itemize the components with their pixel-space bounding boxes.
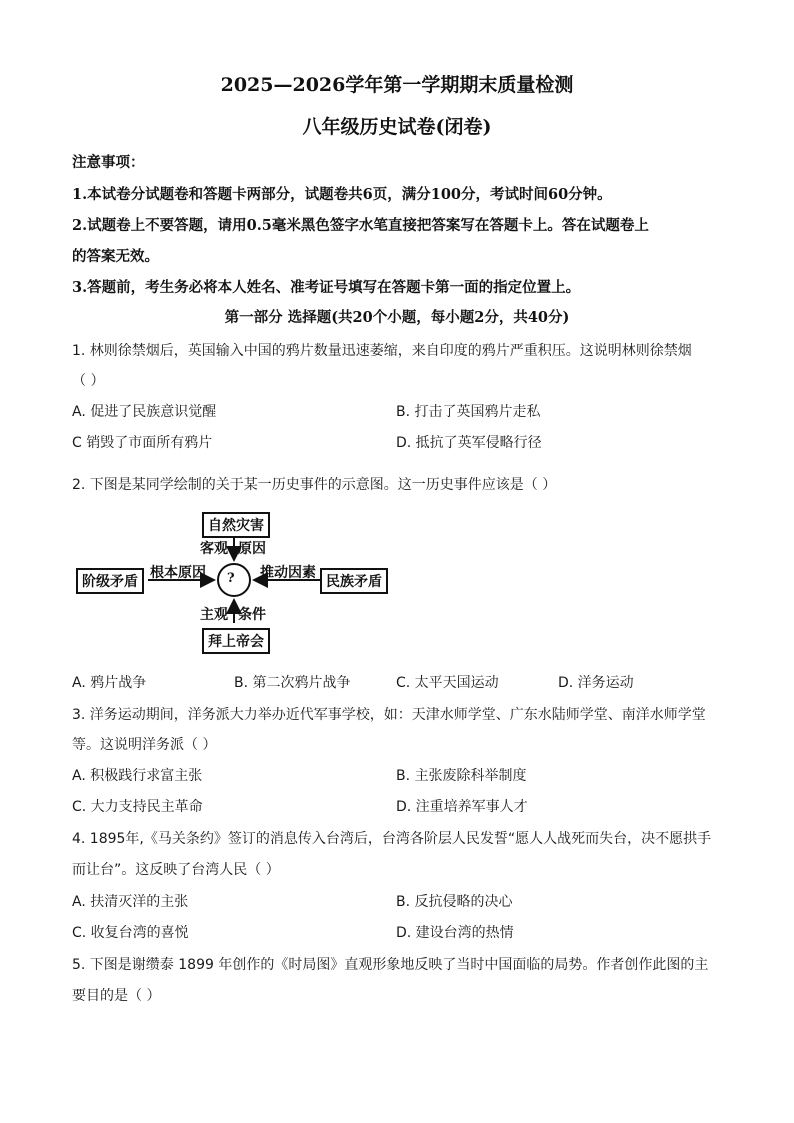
question-2-option-b: B. 第二次鸦片战争: [234, 675, 351, 691]
question-2-option-c: C. 太平天国运动: [396, 675, 499, 691]
label-root-cause: 根本原因: [150, 565, 206, 581]
question-4-option-d: D. 建设台湾的热情: [396, 925, 514, 941]
question-1-option-a: A. 促进了民族意识觉醒: [72, 404, 217, 420]
label-objective: 客观: [200, 541, 228, 557]
section-title: 第一部分 选择题(共20个小题，每小题2分，共40分): [224, 309, 570, 326]
question-2-stem: 2. 下图是某同学绘制的关于某一历史事件的示意图。这一历史事件应该是（ ）: [72, 477, 557, 493]
box-god-worshipping-society: 拜上帝会: [202, 628, 270, 654]
question-1-option-b: B. 打击了英国鸦片走私: [396, 404, 541, 420]
question-2-option-d: D. 洋务运动: [558, 675, 634, 691]
box-national-conflict: 民族矛盾: [320, 568, 388, 594]
question-1-option-c: C 销毁了市面所有鸦片: [72, 435, 213, 451]
question-4-stem: 4. 1895年,《马关条约》签订的消息传入台湾后，台湾各阶层人民发誓“愿人人战死而失台，决不愿拱手: [72, 831, 712, 847]
label-cause: 原因: [238, 541, 266, 557]
question-3-option-c: C. 大力支持民主革命: [72, 799, 203, 815]
question-3-option-a: A. 积极践行求富主张: [72, 768, 203, 784]
question-3-stem: 3. 洋务运动期间，洋务派大力举办近代军事学校，如：天津水师学堂、广东水陆师学堂、南洋水师学堂: [72, 707, 706, 723]
note-item-3: 3.答题前，考生务必将本人姓名、准考证号填写在答题卡第一面的指定位置上。: [72, 279, 581, 296]
question-4-option-a: A. 扶清灭洋的主张: [72, 894, 189, 910]
center-question-mark: ?: [227, 571, 235, 586]
question-1-stem: 1. 林则徐禁烟后，英国输入中国的鸦片数量迅速萎缩，来自印度的鸦片严重积压。这说明林则徐禁烟: [72, 343, 692, 359]
note-item-1: 1.本试卷分试题卷和答题卡两部分，试题卷共6页，满分100分，考试时间60分钟。: [72, 186, 612, 203]
exam-subtitle: 八年级历史试卷(闭卷): [302, 116, 492, 138]
label-subjective: 主观: [200, 607, 228, 623]
question-4-option-c: C. 收复台湾的喜悦: [72, 925, 189, 941]
label-condition: 条件: [238, 607, 266, 623]
question-4-stem-cont: 而让台”。这反映了台湾人民（ ）: [72, 862, 280, 878]
notes-heading: 注意事项：: [72, 154, 145, 171]
label-driving-factor: 推动因素: [260, 565, 316, 581]
question-5-stem: 5. 下图是谢缵泰 1899 年创作的《时局图》直观形象地反映了当时中国面临的局势。作者创作此图的主: [72, 957, 709, 973]
box-class-conflict: 阶级矛盾: [76, 568, 144, 594]
question-3-option-b: B. 主张废除科举制度: [396, 768, 527, 784]
box-natural-disaster: 自然灾害: [202, 512, 270, 538]
note-item-2: 2.试题卷上不要答题，请用0.5毫米黑色签字水笔直接把答案写在答题卡上。答在试题卷上: [72, 217, 649, 234]
question-5-stem-cont: 要目的是（ ）: [72, 988, 161, 1004]
note-item-2-cont: 的答案无效。: [72, 248, 159, 265]
question-3-stem-cont: 等。这说明洋务派（ ）: [72, 737, 217, 753]
exam-title: 2025—2026学年第一学期期末质量检测: [220, 74, 574, 96]
question-4-option-b: B. 反抗侵略的决心: [396, 894, 513, 910]
question-1-stem-cont: （ ）: [72, 373, 105, 389]
question-3-option-d: D. 注重培养军事人才: [396, 799, 528, 815]
question-1-option-d: D. 抵抗了英军侵略行径: [396, 435, 542, 451]
event-diagram: [72, 508, 392, 656]
question-2-option-a: A. 鸦片战争: [72, 675, 147, 691]
